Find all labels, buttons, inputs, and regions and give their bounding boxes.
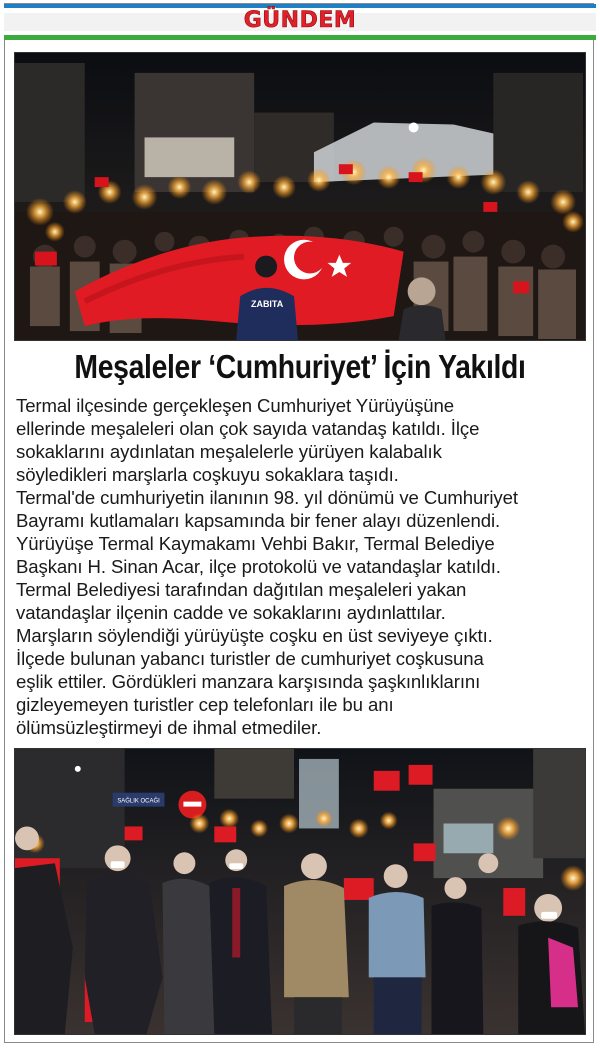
article-line: gizleyemeyen turistler cep telefonları ile bu anı [16,694,394,715]
article-line: Marşların söylendiği yürüyüşte coşku en üst seviyeye çıktı. [16,625,493,646]
article-line: eşlik ettiler. Gördükleri manzara karşısında şaşkınlıklarını [16,671,481,692]
article-line: Bayramı kutlamaları kapsamında bir fener alayı düzenlendi. [16,510,501,531]
article-line: Termal'de cumhuriyetin ilanının 98. yıl dönümü ve Cumhuriyet [16,487,518,508]
article-line: söyledikleri marşlarla coşkuyu sokaklara taşıdı. [16,464,399,485]
article-line: sokaklarını aydınlatan meşalelerle yürüyen kalabalık [16,441,442,462]
section-title: GÜNDEM [243,8,357,33]
article-line: vatandaşlar ilçenin cadde ve sokaklarını aydınlattılar. [16,602,446,623]
zabita-vest-text: ZABITA [251,299,284,310]
article-line: Yürüyüşe Termal Kaymakamı Vehbi Bakır, Termal Belediye [16,533,495,554]
article-line: Başkanı H. Sinan Acar, ilçe protokolü ve vatandaşlar katıldı. [16,556,501,577]
article-line: Termal Belediyesi tarafından dağıtılan meşaleleri yakan [16,579,467,600]
headline: Meşaleler ‘Cumhuriyet’ İçin Yakıldı [74,348,526,385]
article-line: Termal ilçesinde gerçekleşen Cumhuriyet Yürüyüşüne [16,395,455,416]
torch-march-photo-top [14,52,586,341]
article-line: ellerinde meşaleleri olan çok sayıda vatandaş katıldı. İlçe [16,418,480,439]
street-sign-text: SAĞLIK OCAĞI [117,798,160,805]
torch-march-photo-bottom [14,748,586,1035]
article-line: ölümsüzleştirmeyi de ihmal etmediler. [16,717,322,738]
article-body [16,394,588,739]
article-line: İlçede bulunan yabancı turistler de cumhuriyet coşkusuna [16,648,484,669]
